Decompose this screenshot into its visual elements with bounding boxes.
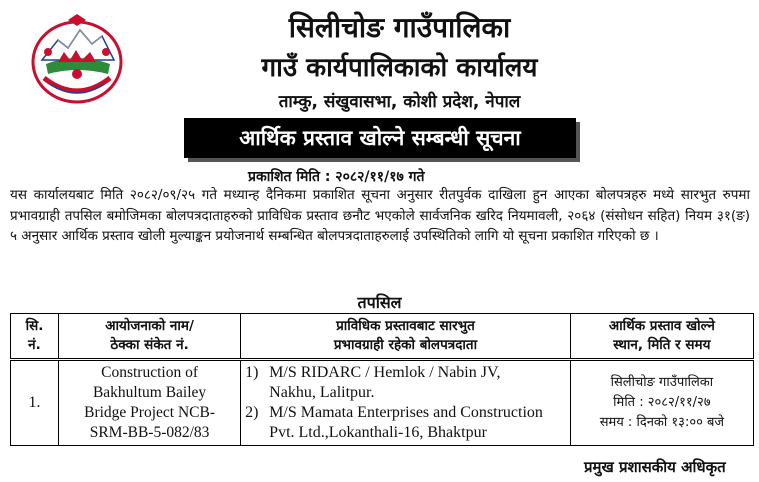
office-address: ताम्कु, संखुवासभा, कोशी प्रदेश, नेपाल — [278, 92, 521, 112]
table-row — [11, 360, 754, 446]
bidder-name: M/S Mamata Enterprises and Construction — [269, 404, 543, 421]
header-project — [58, 314, 240, 360]
bidder-item — [245, 363, 566, 383]
header-opening — [570, 314, 753, 360]
municipality-title: सिलीचोङ गाउँपालिका — [288, 11, 511, 44]
header-opening-line1: आर्थिक प्रस्ताव खोल्ने — [608, 318, 715, 334]
header-sn-line1: सि. — [25, 318, 44, 334]
notice-title: आर्थिक प्रस्ताव खोल्ने सम्बन्धी सूचना — [239, 126, 521, 150]
bidder-address: Nakhu, Lalitpur. — [269, 384, 375, 401]
bidder-table — [10, 313, 754, 446]
row-bidders — [241, 360, 571, 446]
bidder-address: Pvt. Ltd.,Lokanthali-16, Bhaktpur — [269, 424, 487, 441]
opening-date: मिति : २०८२/११/२७ — [613, 395, 711, 410]
bidder-item-cont — [245, 423, 566, 443]
header-sn — [11, 314, 59, 360]
header-opening-line2: स्थान, मिति र समय — [613, 337, 711, 353]
notice-body: यस कार्यालयबाट मिति २०८२/०९/२५ गते मध्यान्ह दैनिकमा प्रकाशित सूचना अनुसार रीतपुर्वक दाखिला हुन आएका बोलपत्रहरु मध्ये सारभुत रुपमा प्रभावग्राही तपसिल बमोजिमका बोलपत्रदाताहरुको प्राविधिक प्रस्ताव छनौट भएकोले सार्वजनिक खरिद नियमावली, २०६४ (संसोधन सहित) नियम ३१(ङ) ५ अनुसार आर्थिक प्रस्ताव खोली मुल्याङ्कन प्रयोजनार्थ सम्बन्धित बोलपत्रदाताहरुलाई उपस्थितिको लागि यो सूचना प्रकाशित गरिएको छ । — [10, 187, 750, 244]
header-bidders — [241, 314, 571, 360]
office-title: गाउँ कार्यपालिकाको कार्यालय — [261, 53, 538, 83]
header-bidders-line1: प्राविधिक प्रस्तावबाट सारभुत — [336, 318, 475, 334]
project-line: SRM-BB-5-082/83 — [89, 424, 210, 441]
project-line: Bakhultum Bailey — [92, 384, 207, 401]
row-opening — [570, 360, 753, 446]
table-header-row — [11, 314, 754, 360]
project-line: Construction of — [101, 364, 198, 381]
opening-time: समय : दिनको १३:०० बजे — [599, 415, 725, 430]
header-project-line1: आयोजनाको नाम/ — [105, 318, 194, 334]
bidder-item — [245, 403, 566, 423]
header-sn-line2: नं. — [28, 337, 41, 353]
published-date: प्रकाशित मिति : २०८२/११/१७ गते — [248, 169, 425, 185]
row-sn: 1. — [11, 360, 59, 446]
notice-title-banner — [184, 118, 576, 158]
header-project-line2: ठेक्का संकेत नं. — [110, 337, 189, 353]
signature-title: प्रमुख प्रशासकीय अधिकृत — [584, 458, 726, 476]
bidder-name: M/S RIDARC / Hemlok / Nabin JV, — [269, 364, 501, 381]
project-line: Bridge Project NCB- — [84, 404, 215, 421]
bidder-number: 1) — [245, 364, 259, 381]
row-project — [58, 360, 240, 446]
bidder-item-cont — [245, 383, 566, 403]
bidder-number: 2) — [245, 404, 259, 421]
opening-place: सिलीचोङ गाउँपालिका — [610, 375, 714, 390]
details-label: तपसिल — [357, 293, 402, 312]
header-bidders-line2: प्रभावग्राही रहेको बोलपत्रदाता — [333, 337, 478, 353]
